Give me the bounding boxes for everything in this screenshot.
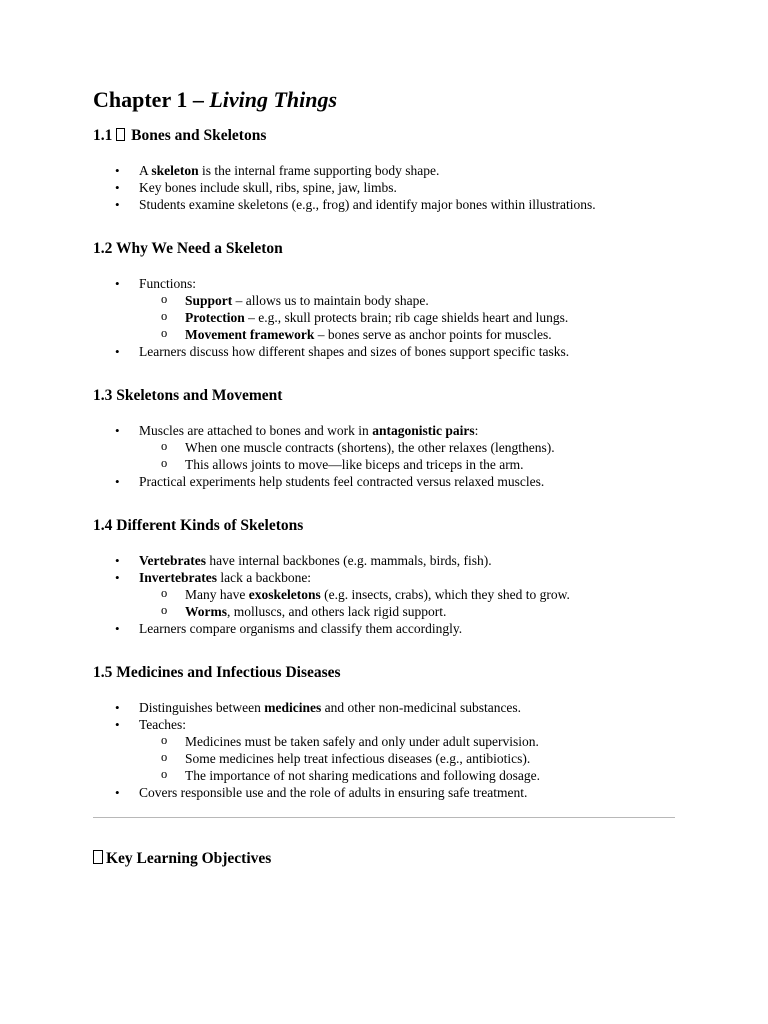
objectives-heading (93, 849, 675, 869)
section-heading (93, 126, 675, 146)
section-heading: 1.4 Different Kinds of Skeletons (93, 517, 304, 534)
list-item (93, 784, 675, 801)
objectives-heading-text: Key Learning Objectives (106, 850, 272, 867)
bullet-list (93, 162, 675, 213)
list-item (93, 196, 675, 213)
item-text: Some medicines help treat infectious diseases (e.g., antibiotics). (185, 751, 531, 766)
list-item (93, 162, 675, 179)
section-heading: 1.3 Skeletons and Movement (93, 387, 283, 404)
bullet-list (93, 552, 675, 637)
item-bold-term: Protection (185, 310, 245, 325)
item-text: : (474, 423, 479, 438)
objectives-section (93, 849, 675, 869)
item-text: lack a backbone: (216, 570, 312, 585)
sub-list-item (139, 326, 675, 343)
list-item (93, 569, 675, 620)
item-text: Key bones include skull, ribs, spine, jaw, limbs. (139, 180, 397, 195)
sub-list-item (139, 586, 675, 603)
item-text: is the internal frame supporting body shape. (198, 163, 440, 178)
list-item (93, 552, 675, 569)
item-bold-term: Invertebrates (139, 570, 217, 585)
item-text: – e.g., skull protects brain; rib cage shields heart and lungs. (244, 310, 569, 325)
horizontal-rule (93, 817, 675, 818)
list-item (93, 473, 675, 490)
item-text: and other non-medicinal substances. (321, 700, 522, 715)
chapter-title-italic: Living Things (209, 87, 338, 112)
sub-list (139, 439, 675, 473)
item-text: A (139, 163, 152, 178)
item-text: (e.g. insects, crabs), which they shed to grow. (320, 587, 570, 602)
missing-glyph-box-icon (93, 850, 103, 864)
list-item (93, 343, 675, 360)
section-1-1 (93, 126, 675, 213)
item-bold-term: exoskeletons (248, 587, 321, 602)
item-text: – allows us to maintain body shape. (232, 293, 429, 308)
item-text: have internal backbones (e.g. mammals, birds, fish). (205, 553, 492, 568)
sub-list (139, 733, 675, 784)
sub-list-item (139, 439, 675, 456)
list-item (93, 716, 675, 784)
sub-list-item (139, 733, 675, 750)
list-item (93, 699, 675, 716)
item-text: Students examine skeletons (e.g., frog) and identify major bones within illustrations. (139, 197, 596, 212)
item-bold-term: skeleton (151, 163, 199, 178)
section-1-5 (93, 663, 675, 801)
item-text: When one muscle contracts (shortens), the other relaxes (lengthens). (185, 440, 555, 455)
chapter-title (93, 86, 675, 114)
item-text: Teaches: (139, 717, 187, 732)
item-text: Medicines must be taken safely and only under adult supervision. (185, 734, 539, 749)
item-text: Practical experiments help students feel contracted versus relaxed muscles. (139, 474, 545, 489)
document-page (93, 86, 675, 869)
item-text: Distinguishes between (139, 700, 265, 715)
sub-list-item (139, 603, 675, 620)
bullet-list (93, 699, 675, 801)
section-heading-text: Bones and Skeletons (131, 127, 267, 144)
item-bold-term: Movement framework (185, 327, 315, 342)
item-text: Many have (185, 587, 249, 602)
section-number: 1.1 (93, 127, 113, 144)
item-text: Covers responsible use and the role of adults in ensuring safe treatment. (139, 785, 528, 800)
list-item (93, 620, 675, 637)
item-text: , molluscs, and others lack rigid support. (227, 604, 447, 619)
list-item (93, 422, 675, 473)
section-1-2 (93, 239, 675, 360)
list-item (93, 179, 675, 196)
item-bold-term: Vertebrates (139, 553, 206, 568)
section-1-3 (93, 386, 675, 490)
chapter-title-prefix: Chapter 1 – (93, 87, 210, 112)
item-bold-term: Support (185, 293, 233, 308)
list-item (93, 275, 675, 343)
item-bold-term: antagonistic pairs (372, 423, 475, 438)
sub-list-item (139, 456, 675, 473)
section-heading: 1.2 Why We Need a Skeleton (93, 240, 283, 257)
item-text: Functions: (139, 276, 197, 291)
bullet-list (93, 275, 675, 360)
section-1-4 (93, 516, 675, 637)
item-text: Learners discuss how different shapes and sizes of bones support specific tasks. (139, 344, 570, 359)
bullet-list (93, 422, 675, 490)
item-text: Learners compare organisms and classify them accordingly. (139, 621, 463, 636)
missing-glyph-box-icon (116, 128, 125, 141)
sub-list-item (139, 292, 675, 309)
sub-list-item (139, 309, 675, 326)
sub-list (139, 586, 675, 620)
item-text: – bones serve as anchor points for muscles. (314, 327, 552, 342)
item-text: This allows joints to move—like biceps and triceps in the arm. (185, 457, 524, 472)
sub-list (139, 292, 675, 343)
item-bold-term: medicines (264, 700, 322, 715)
item-text: Muscles are attached to bones and work in (139, 423, 373, 438)
sub-list-item (139, 750, 675, 767)
section-heading: 1.5 Medicines and Infectious Diseases (93, 664, 341, 681)
item-text: The importance of not sharing medications and following dosage. (185, 768, 541, 783)
item-bold-term: Worms (185, 604, 227, 619)
sub-list-item (139, 767, 675, 784)
